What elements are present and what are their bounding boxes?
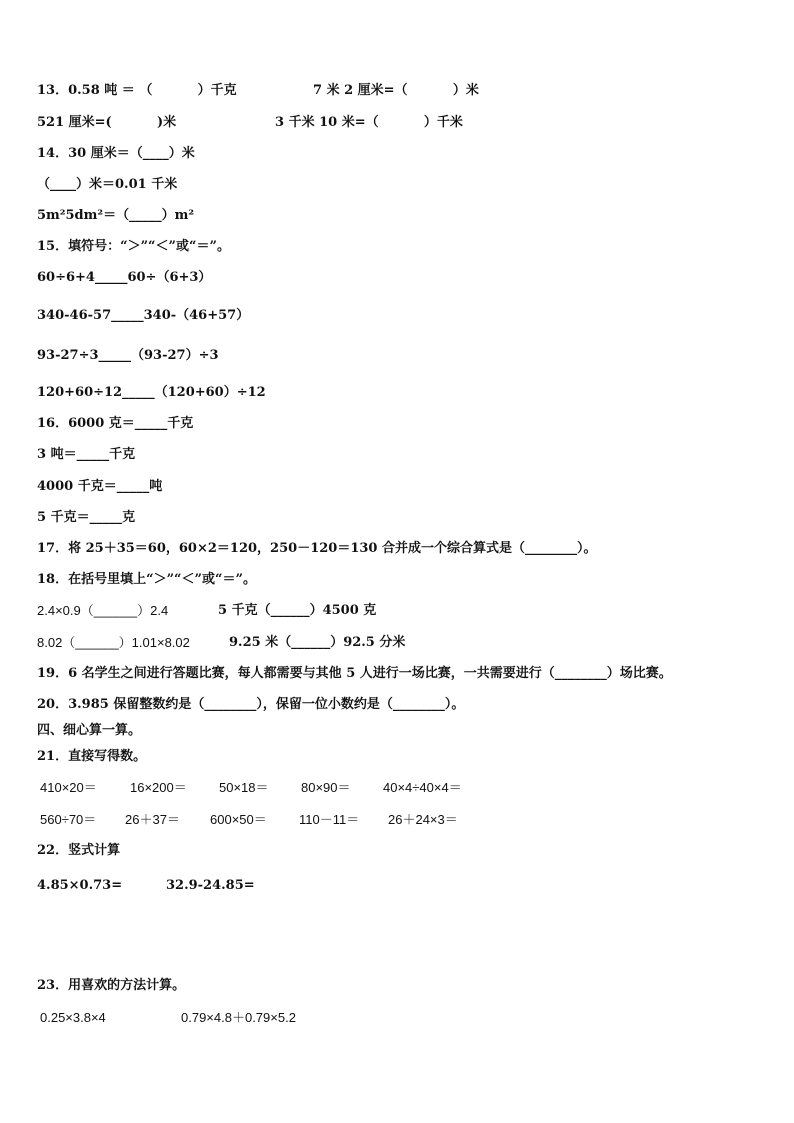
q14-c: 5m²5dm²＝（_____）m²: [37, 208, 195, 223]
q17: 17．将 25＋35＝60，60×2＝120，250－120＝130 合并成一个综合算式是（________）。: [37, 541, 597, 556]
q21-r2-c4: 110－11＝: [299, 812, 360, 827]
q19: 19．6 名学生之间进行答题比赛，每人都需要与其他 5 人进行一场比赛，一共需要进行（________）场比赛。: [37, 666, 672, 681]
q23-a: 0.25×3.8×4: [40, 1010, 106, 1025]
q22-b: 32.9-24.85=: [166, 878, 255, 893]
q16-b: 3 吨＝_____千克: [37, 447, 136, 462]
q18-b: 5 千克（______）4500 克: [218, 603, 377, 618]
q13-d: 3 千米 10 米=（ ）千米: [275, 115, 463, 130]
q13-c: 521 厘米=( )米: [37, 115, 177, 130]
q15-c: 93-27÷3_____（93-27）÷3: [37, 348, 219, 363]
q13-b: 7 米 2 厘米=（ ）米: [313, 83, 479, 98]
q16-d: 5 千克＝_____克: [37, 510, 136, 525]
q15-b: 340-46-57_____340-（46+57）: [37, 308, 250, 323]
q22-a: 4.85×0.73=: [37, 878, 123, 893]
q23-title: 23．用喜欢的方法计算。: [37, 978, 186, 993]
q16-c: 4000 千克＝_____吨: [37, 479, 163, 494]
q18-a: 2.4×0.9（______）2.4: [37, 603, 169, 618]
q21-r1-c3: 50×18＝: [219, 780, 269, 795]
q14-a: 14．30 厘米＝（____）米: [37, 146, 195, 161]
q23-b: 0.79×4.8＋0.79×5.2: [181, 1010, 296, 1025]
q18-c: 8.02（______）1.01×8.02: [37, 635, 190, 650]
q22-title: 22．竖式计算: [37, 843, 121, 858]
q21-r1-c4: 80×90＝: [301, 780, 351, 795]
q21-r2-c2: 26＋37＝: [125, 812, 180, 827]
q21-r1-c5: 40×4÷40×4＝: [383, 780, 462, 795]
q21-r2-c5: 26＋24×3＝: [388, 812, 458, 827]
q15-title: 15．填符号：“＞”“＜”或“＝”。: [37, 239, 230, 254]
q14-b: （____）米＝0.01 千米: [37, 177, 178, 192]
q21-title: 21．直接写得数。: [37, 749, 147, 764]
q16-a: 16．6000 克＝_____千克: [37, 416, 194, 431]
q18-d: 9.25 米（______）92.5 分米: [229, 635, 406, 650]
q21-r2-c1: 560÷70＝: [40, 812, 97, 827]
q21-r1-c2: 16×200＝: [130, 780, 187, 795]
q15-d: 120+60÷12_____（120+60）÷12: [37, 385, 266, 400]
q21-r2-c3: 600×50＝: [210, 812, 267, 827]
q18-title: 18．在括号里填上“＞”“＜”或“＝”。: [37, 572, 256, 587]
q13-a: 13．0.58 吨 ＝ （ ）千克: [37, 83, 237, 98]
q21-r1-c1: 410×20＝: [40, 780, 97, 795]
q15-a: 60÷6+4_____60÷（6+3）: [37, 270, 212, 285]
q20: 20．3.985 保留整数约是（________），保留一位小数约是（________）。: [37, 697, 465, 712]
section-heading: 四、细心算一算。: [37, 723, 142, 738]
